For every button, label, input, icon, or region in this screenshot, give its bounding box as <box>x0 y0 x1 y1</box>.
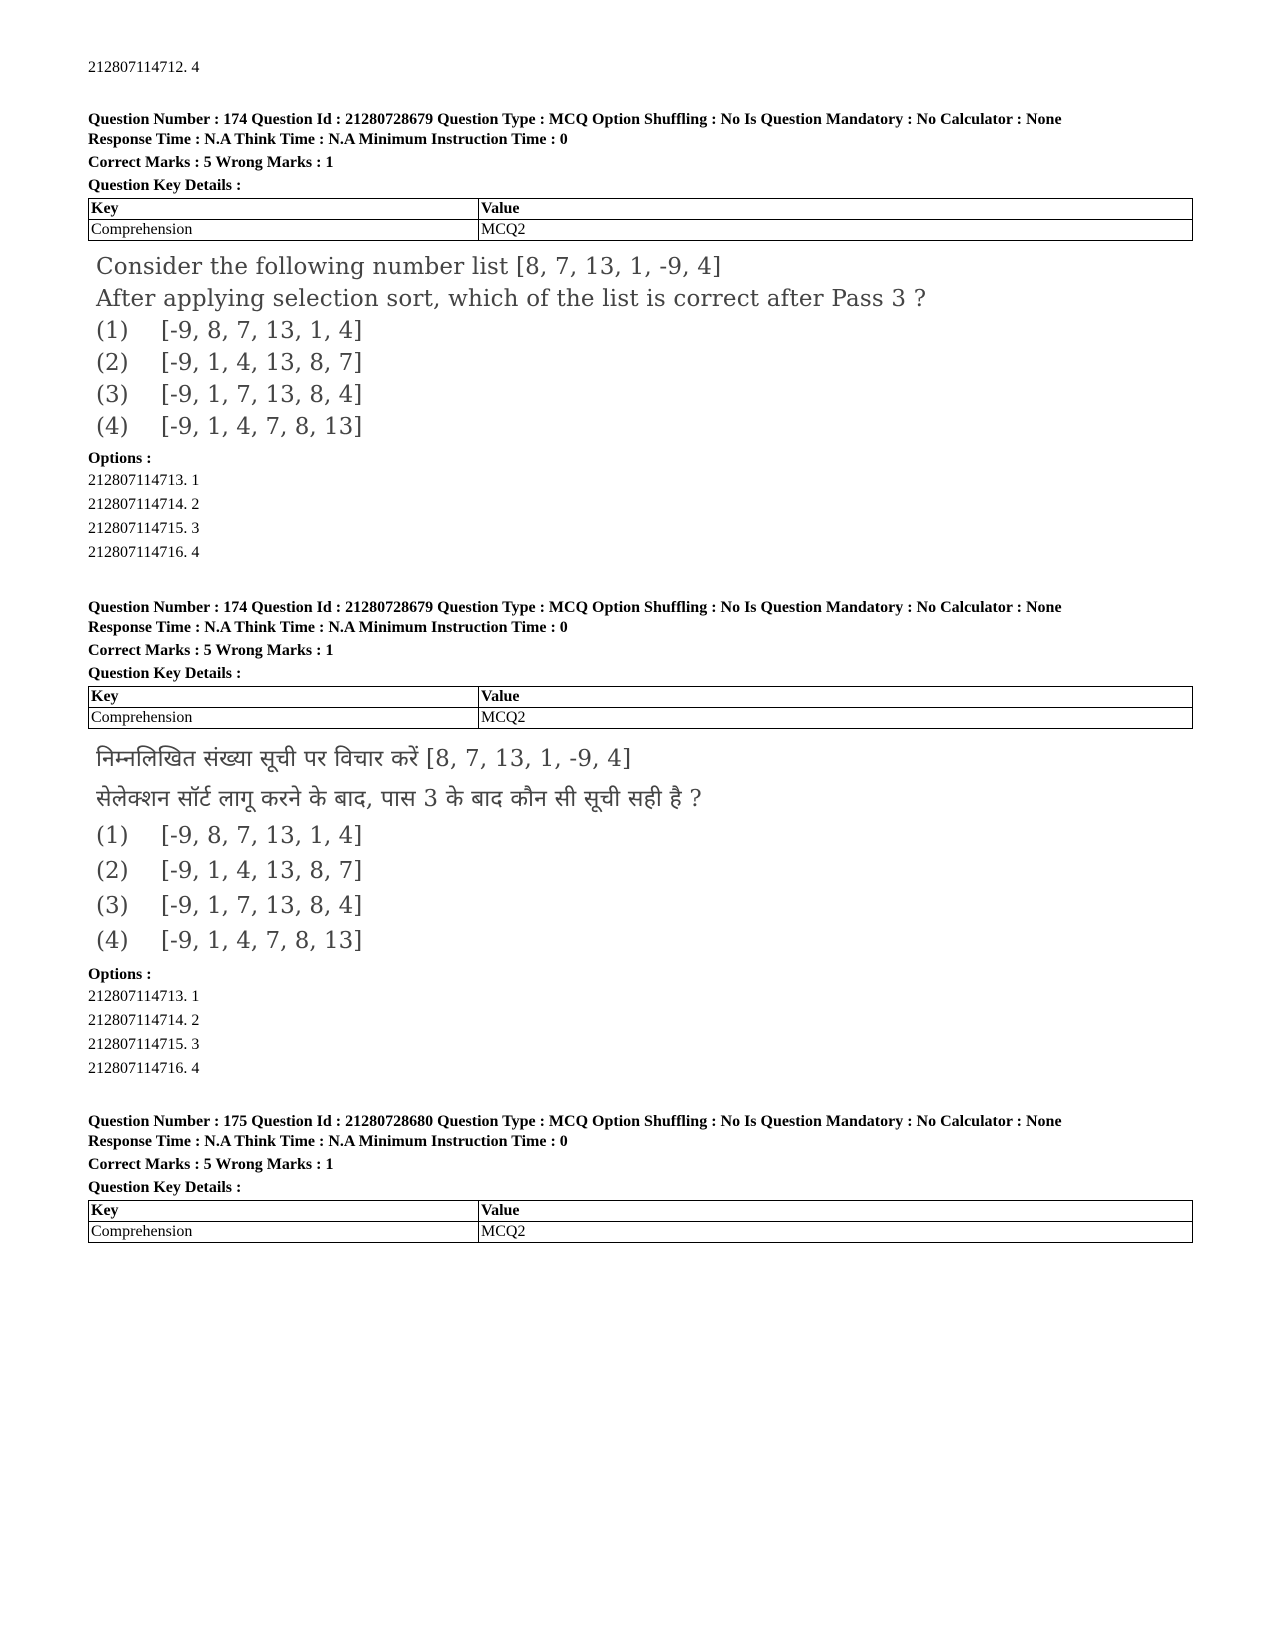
table-row <box>89 1222 1193 1243</box>
option-item: 212807114716. 4 <box>88 1060 200 1077</box>
question-meta <box>88 1112 1193 1152</box>
choice-item <box>96 347 1193 379</box>
choice-item <box>96 819 1193 854</box>
choice-text: [-9, 1, 4, 7, 8, 13] <box>161 928 363 954</box>
option-item: 212807114715. 3 <box>88 1036 200 1053</box>
choice-number: (2) <box>96 350 129 376</box>
choice-number: (4) <box>96 928 129 954</box>
choice-item <box>96 411 1193 443</box>
table-header-value: Value <box>479 687 1193 708</box>
question-statement-1: निम्नलिखित संख्या सूची पर विचार करें [8, 7, 13, 1, -9, 4] <box>96 746 632 772</box>
key-details-label: Question Key Details : <box>88 1179 242 1196</box>
choice-text: [-9, 1, 4, 7, 8, 13] <box>161 414 363 440</box>
table-header-value: Value <box>479 199 1193 220</box>
question-image <box>96 739 1193 959</box>
table-header-key: Key <box>89 1201 479 1222</box>
option-item: 212807114714. 2 <box>88 496 200 513</box>
table-header-key: Key <box>89 687 479 708</box>
key-details-table <box>88 686 1193 729</box>
choice-number: (1) <box>96 823 129 849</box>
question-meta-line-1: Question Number : 174 Question Id : 21280728679 Question Type : MCQ Option Shuffling : No Is Question Mandatory : No Calculator : None <box>88 111 1062 128</box>
table-header-row <box>89 687 1193 708</box>
choice-item <box>96 924 1193 959</box>
table-cell-key: Comprehension <box>89 708 479 729</box>
question-statement-2: सेलेक्शन सॉर्ट लागू करने के बाद, पास 3 के बाद कौन सी सूची सही है ? <box>96 786 702 812</box>
table-cell-value: MCQ2 <box>479 708 1193 729</box>
choice-item <box>96 854 1193 889</box>
question-statement-1: Consider the following number list [8, 7, 13, 1, -9, 4] <box>96 254 722 280</box>
question-marks: Correct Marks : 5 Wrong Marks : 1 <box>88 154 334 171</box>
choice-text: [-9, 8, 7, 13, 1, 4] <box>161 823 363 849</box>
question-image <box>96 251 1193 443</box>
choice-item <box>96 315 1193 347</box>
option-item: 212807114715. 3 <box>88 520 200 537</box>
key-details-label: Question Key Details : <box>88 177 242 194</box>
options-label: Options : <box>88 450 152 467</box>
key-details-table <box>88 1200 1193 1243</box>
option-item: 212807114713. 1 <box>88 472 200 489</box>
option-item: 212807114716. 4 <box>88 544 200 561</box>
table-cell-value: MCQ2 <box>479 1222 1193 1243</box>
question-block-1 <box>88 110 1193 565</box>
table-header-value: Value <box>479 1201 1193 1222</box>
option-item: 212807114713. 1 <box>88 988 200 1005</box>
question-meta <box>88 110 1193 150</box>
previous-option-line: 212807114712. 4 <box>88 59 200 76</box>
question-block-3 <box>88 1112 1193 1243</box>
choice-text: [-9, 8, 7, 13, 1, 4] <box>161 318 363 344</box>
choice-text: [-9, 1, 7, 13, 8, 4] <box>161 382 363 408</box>
table-row <box>89 708 1193 729</box>
choice-number: (1) <box>96 318 129 344</box>
choice-number: (3) <box>96 382 129 408</box>
question-marks: Correct Marks : 5 Wrong Marks : 1 <box>88 642 334 659</box>
question-meta-line-2: Response Time : N.A Think Time : N.A Minimum Instruction Time : 0 <box>88 619 568 636</box>
option-item: 212807114714. 2 <box>88 1012 200 1029</box>
table-cell-key: Comprehension <box>89 220 479 241</box>
options-label: Options : <box>88 966 152 983</box>
question-meta-line-2: Response Time : N.A Think Time : N.A Minimum Instruction Time : 0 <box>88 131 568 148</box>
question-marks: Correct Marks : 5 Wrong Marks : 1 <box>88 1156 334 1173</box>
table-header-row <box>89 1201 1193 1222</box>
question-statement-2: After applying selection sort, which of the list is correct after Pass 3 ? <box>96 286 927 312</box>
choice-text: [-9, 1, 4, 13, 8, 7] <box>161 858 363 884</box>
question-meta-line-2: Response Time : N.A Think Time : N.A Minimum Instruction Time : 0 <box>88 1133 568 1150</box>
table-cell-key: Comprehension <box>89 1222 479 1243</box>
table-header-key: Key <box>89 199 479 220</box>
key-details-label: Question Key Details : <box>88 665 242 682</box>
table-row <box>89 220 1193 241</box>
question-block-2 <box>88 598 1193 1081</box>
question-meta-line-1: Question Number : 175 Question Id : 21280728680 Question Type : MCQ Option Shuffling : No Is Question Mandatory : No Calculator : None <box>88 1113 1062 1130</box>
choice-item <box>96 889 1193 924</box>
choice-number: (3) <box>96 893 129 919</box>
table-cell-value: MCQ2 <box>479 220 1193 241</box>
choice-number: (4) <box>96 414 129 440</box>
key-details-table <box>88 198 1193 241</box>
choice-item <box>96 379 1193 411</box>
question-meta-line-1: Question Number : 174 Question Id : 21280728679 Question Type : MCQ Option Shuffling : No Is Question Mandatory : No Calculator : None <box>88 599 1062 616</box>
choice-text: [-9, 1, 4, 13, 8, 7] <box>161 350 363 376</box>
choice-text: [-9, 1, 7, 13, 8, 4] <box>161 893 363 919</box>
table-header-row <box>89 199 1193 220</box>
question-meta <box>88 598 1193 638</box>
choice-number: (2) <box>96 858 129 884</box>
